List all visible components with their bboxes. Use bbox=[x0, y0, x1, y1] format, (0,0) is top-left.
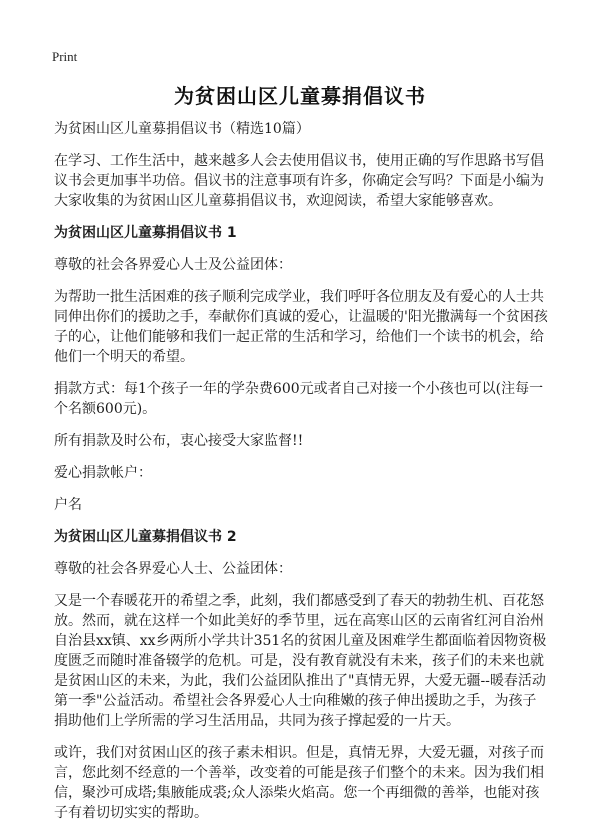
section-1-announcement: 所有捐款及时公布，衷心接受大家监督!! bbox=[54, 433, 304, 449]
section-heading-1: 为贫困山区儿童募捐倡议书 1 bbox=[54, 225, 237, 241]
section-2-body-2: 或许，我们对贫困山区的孩子素未相识。但是，真情无界，大爱无疆，对孩子而言，您此刻不经意的一个善举，改变着的可能是孩子们整个的未来。因为我们相信，聚沙可成塔;集腋能成裘;众人添柴火焰高。您一个再细微的善举，也能对孩子有着切切实实的帮助。 bbox=[54, 745, 544, 821]
section-2-body: 又是一个春暖花开的希望之季，此刻，我们都感受到了春天的勃勃生机、百花怒放。然而，就在这样一个如此美好的季节里，远在高寒山区的云南省红河自治州自治县xx镇、xx乡两所小学共计351名的贫困儿童及困难学生都面临着因物资极度匮乏而随时准备辍学的危机。可是，没有教育就没有未来，孩子们的未来也就是贫困山区的未来，为此，我们公益团队推出了"真情无界，大爱无疆--暖春活动第一季"公益活动。希望社会各界爱心人士向稚嫩的孩子伸出援助之手，为孩子捐助他们上学所需的学习生活用品，共同为孩子撑起爱的一片天。 bbox=[54, 593, 547, 729]
section-1-account-label: 爱心捐款帐户： bbox=[54, 465, 152, 481]
page-title: 为贫困山区儿童募捐倡议书 bbox=[174, 84, 426, 108]
section-1-donation-method: 捐款方式：每1个孩子一年的学杂费600元或者自己对接一个小孩也可以(注每一个名额600元)。 bbox=[54, 381, 544, 417]
document-body bbox=[54, 119, 550, 835]
print-link[interactable]: Print bbox=[52, 49, 78, 64]
intro-paragraph: 在学习、工作生活中，越来越多人会去使用倡议书，使用正确的写作思路书写倡议书会更加事半功倍。倡议书的注意事项有许多，你确定会写吗？下面是小编为大家收集的为贫困山区儿童募捐倡议书，欢迎阅读，希望大家能够喜欢。 bbox=[54, 153, 544, 209]
section-2-greeting: 尊敬的社会各界爱心人士、公益团体： bbox=[54, 561, 292, 577]
section-1-greeting: 尊敬的社会各界爱心人士及公益团体： bbox=[54, 257, 292, 273]
document-subtitle: 为贫困山区儿童募捐倡议书（精选10篇） bbox=[54, 121, 310, 137]
section-1-account-name: 户名 bbox=[54, 497, 82, 513]
section-heading-2: 为贫困山区儿童募捐倡议书 2 bbox=[54, 529, 237, 545]
section-1-body: 为帮助一批生活困难的孩子顺利完成学业，我们呼吁各位朋友及有爱心的人士共同伸出你们的援助之手，奉献你们真诚的爱心，让温暖的'阳光撒满每一个贫困孩子的心，让他们能够和我们一起正常的生活和学习，给他们一个读书的机会，给他们一个明天的希望。 bbox=[54, 289, 548, 365]
